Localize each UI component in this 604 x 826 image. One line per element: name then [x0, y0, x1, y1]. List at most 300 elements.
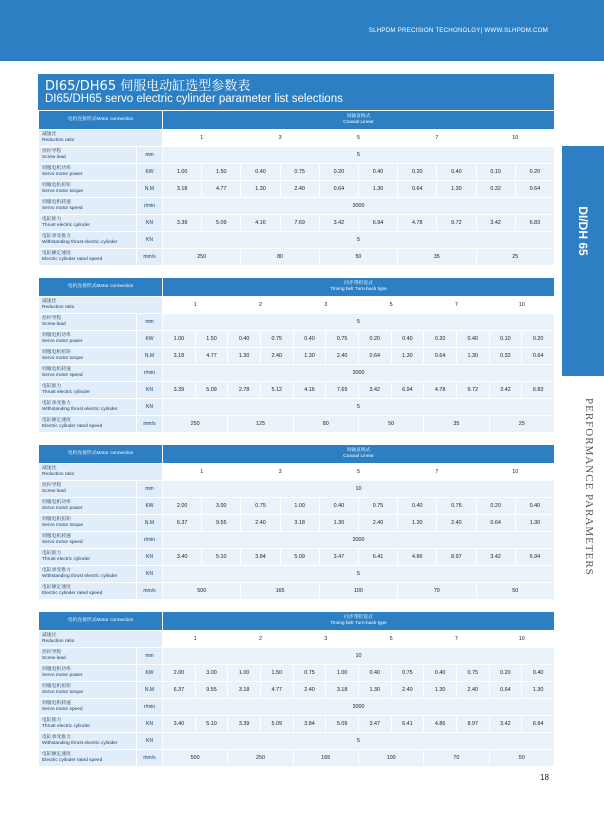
row-label-en: Thrust electric cylinder	[42, 724, 90, 729]
value-cell: 1.30	[424, 682, 457, 699]
value-cell: 1.30	[522, 682, 555, 699]
row-label-en: Motor connection	[96, 284, 134, 289]
value-cell: 4.78	[424, 382, 457, 399]
value-cell: 500	[163, 750, 228, 767]
value-cell: 0.75	[293, 665, 326, 682]
value-cell: 0.75	[358, 498, 397, 515]
table-row	[39, 515, 555, 532]
unit-cell: N.M	[137, 348, 163, 365]
table-row	[39, 716, 555, 733]
row-label-en: Reduction ratio	[42, 472, 75, 477]
row-label-zh: 伺服电机功率	[42, 333, 71, 339]
row-label-motor-speed	[39, 699, 137, 716]
unit-cell: KN	[137, 215, 163, 232]
table-row	[39, 665, 555, 682]
value-cell: 0.40	[241, 164, 280, 181]
value-cell: 1.30	[241, 181, 280, 198]
row-label-en: Electric cylinder rated speed	[42, 257, 103, 262]
value-cell: 5.12	[260, 382, 293, 399]
unit-cell: N.M	[137, 515, 163, 532]
row-label-screw-lead	[39, 481, 137, 498]
row-label-zh: 电缸推力	[42, 551, 62, 557]
value-cell: 0.40	[228, 331, 261, 348]
unit-cell: KW	[137, 498, 163, 515]
table-row	[39, 198, 555, 215]
value-cell: 3000	[163, 365, 555, 382]
row-label-en: Electric cylinder rated speed	[42, 758, 103, 763]
value-cell: 3.39	[228, 716, 261, 733]
value-cell: 35	[398, 249, 476, 266]
row-label-en: Reduction ratio	[42, 138, 75, 143]
value-cell: 0.64	[358, 348, 391, 365]
table-row	[39, 215, 555, 232]
row-label-thrust	[39, 549, 137, 566]
unit-cell: mm/s	[137, 249, 163, 266]
connection-zh: 同轴直线式	[346, 114, 371, 119]
row-label-zh: 丝杆导程	[42, 650, 62, 656]
row-label-motor-power	[39, 164, 137, 181]
unit-cell: N.M	[137, 181, 163, 198]
row-label-en: Screw lead	[42, 322, 66, 327]
unit-cell: KN	[137, 399, 163, 416]
row-label-motor-torque	[39, 682, 137, 699]
value-cell: 80	[293, 416, 358, 433]
unit-cell: mm	[137, 481, 163, 498]
row-label-motor-power	[39, 331, 137, 348]
row-label-zh: 减速比	[42, 633, 57, 639]
row-label-en: Screw lead	[42, 656, 66, 661]
connection-en: Coaxial Linear	[343, 120, 374, 125]
row-label-zh: 电缸推力	[42, 718, 62, 724]
table-row	[39, 297, 555, 314]
row-label-motor-connection	[39, 445, 163, 464]
row-label-zh: 减速比	[42, 466, 57, 472]
connection-type	[163, 278, 555, 297]
table-row	[39, 733, 555, 750]
connection-en: Timing belt Turn-back type	[330, 621, 387, 626]
value-cell: 3.47	[358, 716, 391, 733]
row-label-rated-speed	[39, 416, 137, 433]
value-cell: 3.18	[163, 181, 202, 198]
unit-cell: mm	[137, 314, 163, 331]
value-cell: 0.40	[358, 164, 397, 181]
unit-cell: KN	[137, 716, 163, 733]
value-cell: 0.64	[515, 181, 554, 198]
row-label-rated-speed	[39, 583, 137, 600]
value-cell: 2.40	[260, 348, 293, 365]
value-cell: 5.09	[202, 215, 241, 232]
ratio-cell: 3	[241, 464, 319, 481]
unit-cell: r/min	[137, 532, 163, 549]
value-cell: 250	[163, 249, 241, 266]
table-row	[39, 348, 555, 365]
value-cell: 1.30	[437, 181, 476, 198]
row-label-en: Electric cylinder rated speed	[42, 424, 103, 429]
value-cell: 3.18	[280, 515, 319, 532]
table-row	[39, 549, 555, 566]
value-cell: 0.75	[241, 498, 280, 515]
value-cell: 1.30	[456, 348, 489, 365]
value-cell: 125	[228, 416, 293, 433]
row-label-zh: 电机连接形式	[67, 117, 97, 122]
unit-cell: KN	[137, 566, 163, 583]
row-label-motor-connection	[39, 278, 163, 297]
row-label-en: Thrust electric cylinder	[42, 390, 90, 395]
row-label-reduction-ratio	[39, 297, 163, 314]
row-label-zh: 电缸额定速度	[42, 251, 71, 257]
value-cell: 165	[241, 583, 319, 600]
ratio-cell: 7	[424, 631, 489, 648]
value-cell: 2.78	[228, 382, 261, 399]
value-cell: 250	[163, 416, 228, 433]
row-label-en: Screw lead	[42, 155, 66, 160]
value-cell: 6.41	[358, 549, 397, 566]
value-cell: 3000	[163, 532, 555, 549]
table-row	[39, 445, 555, 464]
value-cell: 4.77	[195, 348, 228, 365]
value-cell: 1.30	[358, 181, 397, 198]
value-cell: 8.97	[437, 549, 476, 566]
value-cell: 0.64	[489, 682, 522, 699]
value-cell: 10	[163, 648, 555, 665]
row-label-zh: 伺服电机转速	[42, 701, 71, 707]
value-cell: 6.37	[163, 515, 202, 532]
value-cell: 1.50	[260, 665, 293, 682]
row-label-withstanding	[39, 232, 137, 249]
row-label-en: Servo motor torque	[42, 523, 84, 528]
value-cell: 1.30	[293, 348, 326, 365]
row-label-motor-speed	[39, 198, 137, 215]
row-label-withstanding	[39, 566, 137, 583]
unit-cell: mm/s	[137, 416, 163, 433]
row-label-motor-torque	[39, 348, 137, 365]
row-label-screw-lead	[39, 147, 137, 164]
row-label-zh: 伺服电机扭矩	[42, 517, 71, 523]
parameter-table-3	[38, 444, 555, 600]
value-cell: 6.94	[515, 549, 554, 566]
row-label-screw-lead	[39, 314, 137, 331]
row-label-zh: 电机连接形式	[67, 284, 97, 289]
value-cell: 1.50	[202, 164, 241, 181]
row-label-withstanding	[39, 733, 137, 750]
row-label-reduction-ratio	[39, 464, 163, 481]
row-label-en: Withstanding thrust electric cylinder	[42, 407, 118, 412]
value-cell: 3.39	[163, 215, 202, 232]
side-tab	[562, 146, 604, 376]
value-cell: 5	[163, 733, 555, 750]
value-cell: 4.78	[398, 215, 437, 232]
value-cell: 6.83	[515, 215, 554, 232]
row-label-zh: 丝杆导程	[42, 149, 62, 155]
value-cell: 0.20	[522, 331, 555, 348]
table-row	[39, 612, 555, 631]
value-cell: 0.75	[437, 498, 476, 515]
row-label-en: Servo motor torque	[42, 690, 84, 695]
section-label: PERFORMANCE PARAMETERS	[583, 398, 595, 576]
value-cell: 4.86	[398, 549, 437, 566]
value-cell: 6.94	[522, 716, 555, 733]
ratio-cell: 2	[228, 297, 293, 314]
value-cell: 165	[293, 750, 358, 767]
value-cell: 2.40	[326, 348, 359, 365]
row-label-motor-power	[39, 498, 137, 515]
value-cell: 5.09	[260, 716, 293, 733]
row-label-motor-power	[39, 665, 137, 682]
row-label-en: Motor connection	[96, 618, 134, 623]
value-cell: 3.39	[163, 382, 196, 399]
value-cell: 1.30	[319, 515, 358, 532]
parameter-table-1	[38, 110, 555, 266]
connection-zh: 同轴直线式	[346, 448, 371, 453]
row-label-en: Servo motor speed	[42, 540, 83, 545]
value-cell: 1.00	[228, 665, 261, 682]
value-cell: 1.30	[391, 348, 424, 365]
value-cell: 0.40	[515, 498, 554, 515]
row-label-motor-torque	[39, 181, 137, 198]
row-label-en: Servo motor speed	[42, 206, 83, 211]
row-label-en: Withstanding thrust electric cylinder	[42, 574, 118, 579]
row-label-motor-speed	[39, 532, 137, 549]
ratio-cell: 1	[163, 464, 241, 481]
value-cell: 0.20	[515, 164, 554, 181]
value-cell: 6.37	[163, 682, 196, 699]
value-cell: 1.00	[163, 331, 196, 348]
value-cell: 2.00	[163, 498, 202, 515]
ratio-cell: 7	[398, 464, 476, 481]
value-cell: 0.64	[319, 181, 358, 198]
row-label-motor-torque	[39, 515, 137, 532]
unit-cell: KN	[137, 232, 163, 249]
value-cell: 0.75	[280, 164, 319, 181]
value-cell: 0.10	[476, 164, 515, 181]
value-cell: 4.86	[424, 716, 457, 733]
row-label-zh: 伺服电机转速	[42, 367, 71, 373]
value-cell: 2.40	[280, 181, 319, 198]
row-label-zh: 电缸承受推力	[42, 401, 71, 407]
value-cell: 1.00	[280, 498, 319, 515]
value-cell: 3.40	[163, 549, 202, 566]
row-label-zh: 减速比	[42, 299, 57, 305]
row-label-zh: 电缸额定速度	[42, 418, 71, 424]
row-label-en: Screw lead	[42, 489, 66, 494]
side-tab-label: DI/DH 65	[576, 206, 590, 256]
value-cell: 2.40	[456, 682, 489, 699]
value-cell: 5.09	[280, 549, 319, 566]
value-cell: 0.20	[398, 164, 437, 181]
table-row	[39, 147, 555, 164]
connection-en: Coaxial Linear	[343, 454, 374, 459]
row-label-en: Reduction ratio	[42, 639, 75, 644]
row-label-en: Thrust electric cylinder	[42, 223, 90, 228]
row-label-en: Servo motor torque	[42, 189, 84, 194]
row-label-en: Servo motor power	[42, 339, 83, 344]
table-row	[39, 648, 555, 665]
ratio-cell: 10	[489, 631, 554, 648]
row-label-zh: 伺服电机功率	[42, 500, 71, 506]
row-label-zh: 电缸推力	[42, 217, 62, 223]
title-box	[38, 74, 554, 110]
table-row	[39, 498, 555, 515]
row-label-en: Electric cylinder rated speed	[42, 591, 103, 596]
value-cell: 3.00	[202, 498, 241, 515]
ratio-cell: 1	[163, 130, 241, 147]
unit-cell: mm	[137, 147, 163, 164]
unit-cell: KN	[137, 382, 163, 399]
ratio-cell: 5	[319, 130, 397, 147]
value-cell: 1.30	[228, 348, 261, 365]
value-cell: 100	[358, 750, 423, 767]
value-cell: 0.64	[476, 515, 515, 532]
unit-cell: r/min	[137, 198, 163, 215]
row-label-en: Motor connection	[96, 117, 134, 122]
row-label-rated-speed	[39, 249, 137, 266]
value-cell: 2.40	[293, 682, 326, 699]
value-cell: 0.40	[319, 498, 358, 515]
value-cell: 4.77	[260, 682, 293, 699]
value-cell: 5	[163, 314, 555, 331]
value-cell: 70	[398, 583, 476, 600]
table-row	[39, 164, 555, 181]
value-cell: 1.00	[326, 665, 359, 682]
row-label-en: Servo motor speed	[42, 373, 83, 378]
value-cell: 2.40	[437, 515, 476, 532]
row-label-motor-connection	[39, 111, 163, 130]
value-cell: 3000	[163, 699, 555, 716]
value-cell: 0.40	[424, 665, 457, 682]
row-label-zh: 伺服电机功率	[42, 166, 71, 172]
table-row	[39, 583, 555, 600]
row-label-en: Servo motor power	[42, 506, 83, 511]
table-row	[39, 566, 555, 583]
value-cell: 0.75	[456, 665, 489, 682]
row-label-en: Thrust electric cylinder	[42, 557, 90, 562]
value-cell: 9.72	[456, 382, 489, 399]
unit-cell: KN	[137, 549, 163, 566]
value-cell: 0.40	[437, 164, 476, 181]
header-bar	[0, 0, 604, 61]
value-cell: 6.41	[391, 716, 424, 733]
row-label-zh: 电机连接形式	[67, 618, 97, 623]
row-label-thrust	[39, 716, 137, 733]
value-cell: 3.47	[319, 549, 358, 566]
row-label-motor-speed	[39, 365, 137, 382]
row-label-zh: 伺服电机转速	[42, 200, 71, 206]
value-cell: 35	[424, 416, 489, 433]
value-cell: 80	[241, 249, 319, 266]
ratio-cell: 10	[476, 464, 554, 481]
unit-cell: N.M	[137, 682, 163, 699]
row-label-zh: 伺服电机扭矩	[42, 350, 71, 356]
value-cell: 3.84	[293, 716, 326, 733]
row-label-en: Reduction ratio	[42, 305, 75, 310]
table-row	[39, 416, 555, 433]
ratio-cell: 7	[398, 130, 476, 147]
row-label-zh: 丝杆导程	[42, 316, 62, 322]
value-cell: 8.97	[456, 716, 489, 733]
value-cell: 5	[163, 399, 555, 416]
parameter-table-2	[38, 277, 555, 433]
value-cell: 3.84	[241, 549, 280, 566]
value-cell: 10	[163, 481, 555, 498]
value-cell: 0.32	[476, 181, 515, 198]
row-label-en: Servo motor power	[42, 673, 83, 678]
page-number: 18	[540, 773, 549, 782]
value-cell: 0.64	[424, 348, 457, 365]
connection-type	[163, 445, 555, 464]
ratio-cell: 5	[358, 297, 423, 314]
table-row	[39, 699, 555, 716]
row-label-zh: 减速比	[42, 132, 57, 138]
table-row	[39, 232, 555, 249]
page-title-en: DI65/DH65 servo electric cylinder parameter list selections	[45, 93, 343, 105]
row-label-zh: 电缸承受推力	[42, 735, 71, 741]
value-cell: 3.42	[358, 382, 391, 399]
value-cell: 3.18	[228, 682, 261, 699]
value-cell: 0.40	[391, 331, 424, 348]
table-row	[39, 130, 555, 147]
value-cell: 0.20	[319, 164, 358, 181]
value-cell: 500	[163, 583, 241, 600]
row-label-zh: 伺服电机扭矩	[42, 684, 71, 690]
row-label-zh: 伺服电机扭矩	[42, 183, 71, 189]
value-cell: 50	[489, 750, 554, 767]
value-cell: 1.50	[195, 331, 228, 348]
value-cell: 6.94	[358, 215, 397, 232]
value-cell: 250	[228, 750, 293, 767]
row-label-withstanding	[39, 399, 137, 416]
value-cell: 50	[358, 416, 423, 433]
connection-en: Timing belt Turn-back type	[330, 287, 387, 292]
unit-cell: r/min	[137, 365, 163, 382]
ratio-cell: 10	[476, 130, 554, 147]
ratio-cell: 10	[489, 297, 554, 314]
value-cell: 4.16	[293, 382, 326, 399]
ratio-cell: 3	[293, 631, 358, 648]
value-cell: 2.40	[241, 515, 280, 532]
row-label-motor-connection	[39, 612, 163, 631]
row-label-screw-lead	[39, 648, 137, 665]
unit-cell: KW	[137, 164, 163, 181]
value-cell: 3.18	[326, 682, 359, 699]
unit-cell: KW	[137, 665, 163, 682]
connection-type	[163, 111, 555, 130]
value-cell: 7.69	[280, 215, 319, 232]
value-cell: 3.42	[489, 382, 522, 399]
value-cell: 3.42	[476, 215, 515, 232]
value-cell: 3.00	[195, 665, 228, 682]
value-cell: 5.09	[326, 716, 359, 733]
header-text: SLHPDM PRECISION TECHONOLGY| WWW.SLHPDM.COM	[368, 27, 548, 34]
value-cell: 5	[163, 232, 555, 249]
value-cell: 50	[476, 583, 554, 600]
value-cell: 0.40	[522, 665, 555, 682]
value-cell: 1.30	[398, 515, 437, 532]
value-cell: 5	[163, 566, 555, 583]
value-cell: 2.40	[358, 515, 397, 532]
row-label-zh: 电缸额定速度	[42, 752, 71, 758]
row-label-zh: 电缸推力	[42, 384, 62, 390]
value-cell: 0.64	[398, 181, 437, 198]
row-label-zh: 丝杆导程	[42, 483, 62, 489]
value-cell: 0.75	[326, 331, 359, 348]
unit-cell: mm	[137, 648, 163, 665]
ratio-cell: 2	[228, 631, 293, 648]
value-cell: 0.20	[358, 331, 391, 348]
value-cell: 0.40	[456, 331, 489, 348]
value-cell: 0.40	[358, 665, 391, 682]
value-cell: 0.20	[489, 665, 522, 682]
unit-cell: r/min	[137, 699, 163, 716]
